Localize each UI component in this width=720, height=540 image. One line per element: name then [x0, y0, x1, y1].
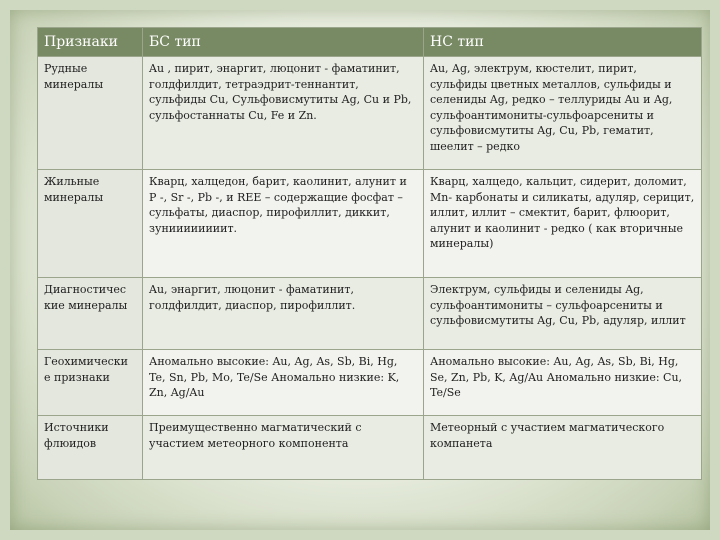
header-features: Признаки [38, 28, 143, 57]
header-bs-type: БС тип [143, 28, 424, 57]
row-feature-ore-minerals: Рудные минералы [38, 57, 143, 170]
table-row [38, 278, 702, 350]
row-feature-fluid-sources: Источники флюидов [38, 416, 143, 480]
header-ns-type: НС тип [424, 28, 702, 57]
cell-ns-ore-minerals: Au, Ag, электрум, кюстелит, пирит, сульфиды цветных металлов, сульфиды и селениды Ag, редко – теллуриды Au и Ag, сульфоантимониты-сульфоарсениты и сульфовисмутиты Ag, Cu, Pb, гематит, шеелит – редко [424, 57, 702, 170]
cell-bs-fluid-sources: Преимущественно магматический с участием метеорного компонента [143, 416, 424, 480]
cell-bs-ore-minerals: Au , пирит, энаргит, люцонит - фаматинит, голдфилдит, тетраэдрит-теннантит, сульфиды Cu, Сульфовисмутиты Ag, Cu и Pb, сульфостаннаты Cu, Fe и Zn. [143, 57, 424, 170]
comparison-table [37, 27, 702, 480]
cell-bs-vein-minerals: Кварц, халцедон, барит, каолинит, алунит и P -, Sr -, Pb -, и REE – содержащие фосфат – сульфаты, диаспор, пирофиллит, диккит, зуниииииииит. [143, 170, 424, 278]
cell-ns-fluid-sources: Метеорный с участием магматического компанета [424, 416, 702, 480]
table-row [38, 170, 702, 278]
cell-ns-vein-minerals: Кварц, халцедо, кальцит, сидерит, доломит, Mn- карбонаты и силикаты, адуляр, серицит, иллит, иллит – смектит, барит, флюорит, алунит и каолинит - редко ( как вторичные минералы) [424, 170, 702, 278]
table-row [38, 57, 702, 170]
table-header-row [38, 28, 702, 57]
cell-bs-geochemical-signs: Аномально высокие: Au, Ag, As, Sb, Bi, Hg, Te, Sn, Pb, Mo, Te/Se Аномально низкие: K, Zn, Ag/Au [143, 350, 424, 416]
row-feature-geochemical-signs: Геохимически е признаки [38, 350, 143, 416]
row-feature-vein-minerals: Жильные минералы [38, 170, 143, 278]
table-row [38, 416, 702, 480]
cell-bs-diagnostic-minerals: Au, энаргит, люцонит - фаматинит, голдфилдит, диаспор, пирофиллит. [143, 278, 424, 350]
cell-ns-diagnostic-minerals: Электрум, сульфиды и селениды Ag, сульфоантимониты – сульфоарсениты и сульфовисмутиты Ag, Cu, Pb, адуляр, иллит [424, 278, 702, 350]
row-feature-diagnostic-minerals: Диагностичес кие минералы [38, 278, 143, 350]
table-row [38, 350, 702, 416]
cell-ns-geochemical-signs: Аномально высокие: Au, Ag, As, Sb, Bi, Hg, Se, Zn, Pb, K, Ag/Au Аномально низкие: Cu, Te/Se [424, 350, 702, 416]
